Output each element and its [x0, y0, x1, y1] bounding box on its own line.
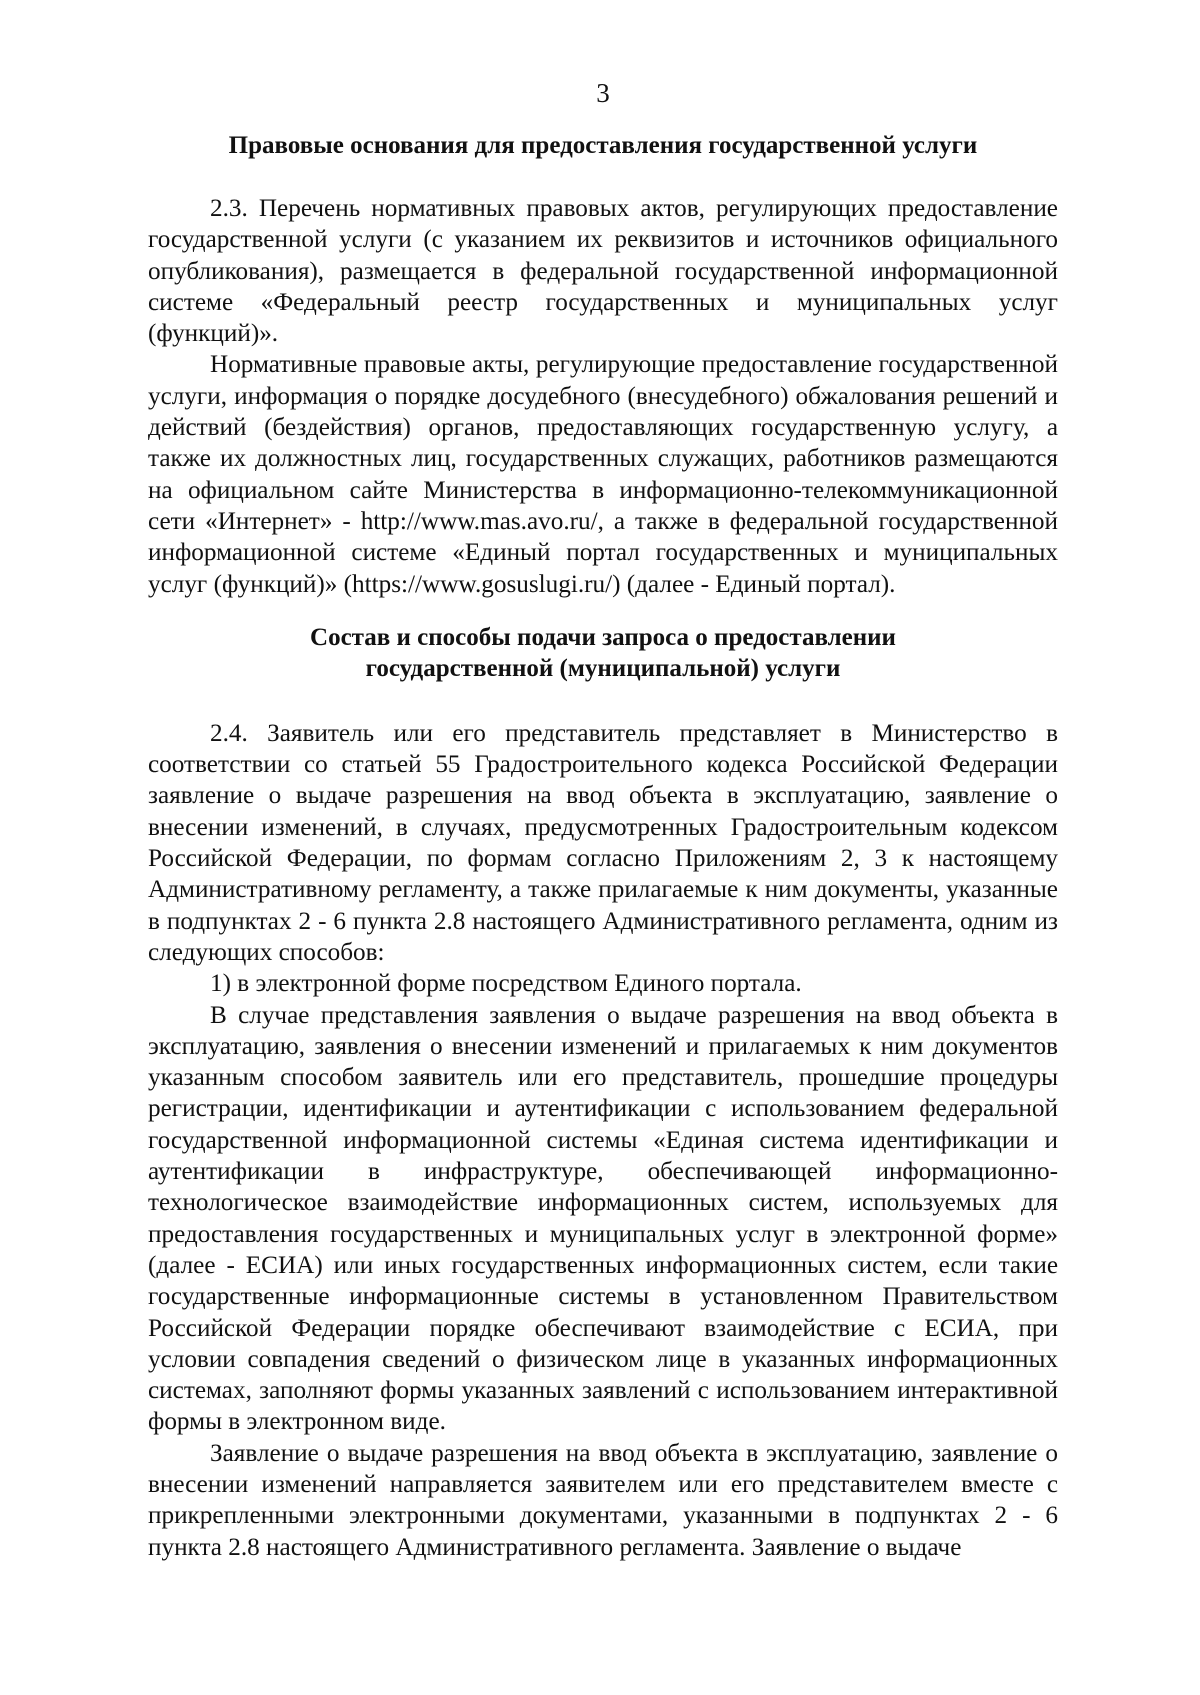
paragraph-application-sending: Заявление о выдаче разрешения на ввод объекта в эксплуатацию, заявление о внесении изменений направляется заявителем или его представителем вместе с прикрепленными электронными документами, указанными в подпунктах 2 - 6 пункта 2.8 настоящего Административного регламента. Заявление о выдаче [148, 1439, 1058, 1561]
paragraph-2-4: 2.4. Заявитель или его представитель представляет в Министерство в соответствии со статьей 55 Градостроительного кодекса Российской Федерации заявление о выдаче разрешения на ввод объекта в эксплуатацию, заявление о внесении изменений, в случаях, предусмотренных Градостроительным кодексом Российской Федерации, по формам согласно Приложениям 2, 3 к настоящему Административному регламенту, а также прилагаемые к ним документы, указанные в подпунктах 2 - 6 пункта 2.8 настоящего Административного регламента, одним из следующих способов: [148, 719, 1058, 966]
document-page [148, 78, 1058, 1563]
paragraph-esia: В случае представления заявления о выдаче разрешения на ввод объекта в эксплуатацию, заявления о внесении изменений и прилагаемых к ним документов указанным способом заявитель или его представитель, прошедшие процедуры регистрации, идентификации и аутентификации с использованием федеральной государственной информационной системы «Единая система идентификации и аутентификации в инфраструктуре, обеспечивающей информационно-технологическое взаимодействие информационных систем, используемых для предоставления государственных и муниципальных услуг в электронной форме» (далее - ЕСИА) или иных государственных информационных систем, если такие государственные информационные системы в установленном Правительством Российской Федерации порядке обеспечивают взаимодействие с ЕСИА, при условии совпадения сведений о физическом лице в указанных информационных системах, заполняют формы указанных заявлений с использованием интерактивной формы в электронном виде. [148, 1001, 1058, 1436]
page-number: 3 [596, 78, 610, 108]
list-item-electronic-form: 1) в электронной форме посредством Единого портала. [210, 970, 802, 998]
section-heading-line-1: Состав и способы подачи запроса о предоставлении [310, 623, 896, 651]
section-heading-legal-basis: Правовые основания для предоставления государственной услуги [228, 132, 978, 159]
paragraph-normative-acts: Нормативные правовые акты, регулирующие предоставление государственной услуги, информация о порядке досудебного (внесудебного) обжалования решений и действий (бездействия) органов, предоставляющих государственную услугу, а также их должностных лиц, государственных служащих, работников размещаются на официальном сайте Министерства в информационно-телекоммуникационной сети «Интернет» - http://www.mas.avo.ru/, а также в федеральной государственной информационной системе «Единый портал государственных и муниципальных услуг (функций)» (https://www.gosuslugi.ru/) (далее - Единый портал). [148, 351, 1058, 598]
section-heading-line-2: государственной (муниципальной) услуги [365, 654, 841, 682]
section-heading-request-submission [148, 622, 1058, 684]
paragraph-2-3: 2.3. Перечень нормативных правовых актов, регулирующих предоставление государственной услуги (с указанием их реквизитов и источников официального опубликования), размещается в федеральной государственной информационной системе «Федеральный реестр государственных и муниципальных услуг (функций)». [148, 195, 1058, 348]
